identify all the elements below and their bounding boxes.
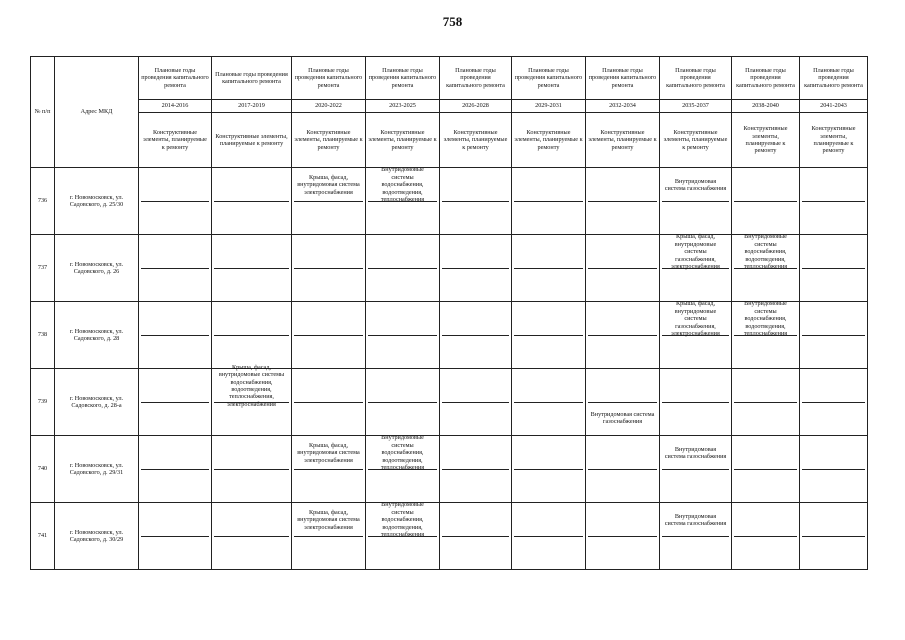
repair-cell-upper <box>442 237 509 269</box>
repair-cell <box>660 436 732 503</box>
header-period: 2041-2043 <box>800 100 868 113</box>
repair-cell-lower <box>294 336 363 367</box>
repair-cell <box>212 168 292 235</box>
repair-cell-upper <box>662 505 729 537</box>
header-elements-label: Конструктивные элементы, планируемые к ремонту <box>292 113 366 168</box>
repair-cell-lower <box>662 403 729 434</box>
repair-cell <box>139 436 212 503</box>
row-number: 740 <box>31 436 55 503</box>
header-years-label: Плановые годы проведения капитального ремонта <box>660 57 732 100</box>
table-row <box>31 436 868 503</box>
repair-cell-lower <box>141 336 209 367</box>
repair-cell-upper <box>662 438 729 470</box>
repair-elements-text: Внутридомовые системы водоснабжения, водоотведения, теплоснабжения <box>743 300 788 338</box>
repair-cell-upper <box>662 300 729 338</box>
repair-cell <box>732 436 800 503</box>
header-num: № п/п <box>31 57 55 168</box>
repair-cell-lower <box>588 202 657 233</box>
repair-cell <box>800 302 868 369</box>
repair-cell <box>440 369 512 436</box>
repair-cell-upper <box>514 170 583 202</box>
repair-cell-upper <box>141 237 209 269</box>
row-number: 737 <box>31 235 55 302</box>
repair-cell <box>512 168 586 235</box>
header-years-label: Плановые годы проведения капитального ремонта <box>366 57 440 100</box>
repair-cell-upper <box>588 170 657 202</box>
header-period: 2023-2025 <box>366 100 440 113</box>
repair-cell <box>292 503 366 570</box>
repair-cell-upper <box>802 438 865 470</box>
repair-cell-lower <box>802 470 865 501</box>
repair-cell-upper <box>442 371 509 403</box>
repair-cell <box>586 302 660 369</box>
row-number: 736 <box>31 168 55 235</box>
repair-cell <box>212 503 292 570</box>
repair-cell <box>800 503 868 570</box>
repair-cell-upper <box>802 304 865 336</box>
header-years-label: Плановые годы проведения капитального ремонта <box>800 57 868 100</box>
repair-cell-upper <box>214 438 289 470</box>
repair-cell <box>586 235 660 302</box>
header-address: Адрес МКД <box>55 57 139 168</box>
repair-cell-lower <box>368 403 437 434</box>
repair-cell-upper <box>588 237 657 269</box>
header-period: 2026-2028 <box>440 100 512 113</box>
repair-cell-lower <box>734 537 797 568</box>
repair-cell-upper <box>734 438 797 470</box>
repair-cell <box>292 235 366 302</box>
repair-cell <box>512 235 586 302</box>
repair-cell <box>366 302 440 369</box>
repair-cell-lower <box>802 403 865 434</box>
repair-cell-upper <box>734 505 797 537</box>
repair-cell <box>512 369 586 436</box>
header-years-label: Плановые годы проведения капитального ремонта <box>512 57 586 100</box>
table-body <box>31 168 868 570</box>
repair-cell <box>366 168 440 235</box>
repair-cell-upper <box>368 304 437 336</box>
repair-cell-upper <box>141 505 209 537</box>
repair-cell-lower <box>514 403 583 434</box>
table-row <box>31 168 868 235</box>
repair-cell-upper <box>214 304 289 336</box>
header-period: 2029-2031 <box>512 100 586 113</box>
repair-cell-upper <box>214 170 289 202</box>
header-period: 2014-2016 <box>139 100 212 113</box>
table-row <box>31 302 868 369</box>
repair-cell-lower <box>368 202 437 233</box>
header-period: 2020-2022 <box>292 100 366 113</box>
repair-cell <box>440 235 512 302</box>
repair-cell-upper <box>588 505 657 537</box>
repair-cell <box>139 302 212 369</box>
repair-cell-upper <box>588 304 657 336</box>
repair-cell-upper <box>141 170 209 202</box>
repair-cell <box>512 302 586 369</box>
repair-cell-upper <box>294 304 363 336</box>
repair-cell-lower <box>442 403 509 434</box>
repair-cell <box>139 235 212 302</box>
repair-cell <box>800 436 868 503</box>
repair-cell-lower <box>294 269 363 300</box>
repair-cell <box>800 369 868 436</box>
repair-cell <box>440 168 512 235</box>
repair-cell <box>292 369 366 436</box>
row-address: г. Новомосковск, ул. Садовского, д. 30/29 <box>55 503 139 570</box>
row-number: 741 <box>31 503 55 570</box>
repair-cell-upper <box>734 371 797 403</box>
header-row-periods <box>31 100 868 113</box>
repair-cell-lower <box>662 269 729 300</box>
header-period: 2038-2040 <box>732 100 800 113</box>
row-address: г. Новомосковск, ул. Садовского, д. 29/31 <box>55 436 139 503</box>
repair-cell <box>800 235 868 302</box>
header-elements-label: Конструктивные элементы, планируемые к ремонту <box>366 113 440 168</box>
repair-cell <box>440 436 512 503</box>
repair-cell-lower <box>442 537 509 568</box>
header-row-years <box>31 57 868 100</box>
table-header <box>31 57 868 168</box>
repair-cell-lower <box>368 269 437 300</box>
repair-cell <box>732 503 800 570</box>
repair-cell-lower <box>734 336 797 367</box>
repair-cell <box>512 503 586 570</box>
repair-cell-upper <box>514 237 583 269</box>
repair-cell <box>366 235 440 302</box>
repair-cell-lower <box>214 537 289 568</box>
repair-cell-lower <box>514 202 583 233</box>
repair-cell <box>512 436 586 503</box>
repair-cell-lower <box>141 537 209 568</box>
repair-cell <box>366 436 440 503</box>
repair-elements-text: Внутридомовые системы водоснабжения, водоотведения, теплоснабжения <box>380 434 425 472</box>
header-elements-label: Конструктивные элементы, планируемые к ремонту <box>212 113 292 168</box>
repair-cell-upper <box>734 233 797 271</box>
repair-cell-upper <box>214 505 289 537</box>
repair-cell-lower <box>294 202 363 233</box>
repair-cell-lower <box>662 202 729 233</box>
repair-cell-upper <box>442 438 509 470</box>
repair-cell-lower <box>514 336 583 367</box>
repair-cell-upper <box>141 371 209 403</box>
repair-cell-lower <box>442 202 509 233</box>
repair-cell-lower <box>294 470 363 501</box>
repair-cell-lower <box>141 470 209 501</box>
repair-elements-text: Крыша, фасад, внутридомовые системы водоснабжения, водоотведения, теплоснабжения, электроснабжения <box>218 363 285 408</box>
repair-cell-upper <box>514 438 583 470</box>
repair-elements-text: Внутридомовая система газоснабжения <box>664 177 727 192</box>
header-elements-label: Конструктивные элементы, планируемые к ремонту <box>660 113 732 168</box>
repair-cell-upper <box>734 300 797 338</box>
header-period: 2032-2034 <box>586 100 660 113</box>
row-address: г. Новомосковск, ул. Садовского, д. 25/30 <box>55 168 139 235</box>
repair-cell-lower <box>514 470 583 501</box>
repair-cell-lower <box>588 537 657 568</box>
repair-cell-upper <box>294 237 363 269</box>
repair-cell <box>586 168 660 235</box>
repair-cell <box>292 436 366 503</box>
repair-cell-lower <box>214 202 289 233</box>
header-years-label: Плановые годы проведения капитального ремонта <box>212 57 292 100</box>
repair-cell <box>732 235 800 302</box>
header-elements-label: Конструктивные элементы, планируемые к ремонту <box>440 113 512 168</box>
repair-cell-upper <box>662 170 729 202</box>
repair-cell <box>139 503 212 570</box>
repair-cell-lower <box>734 269 797 300</box>
row-number: 739 <box>31 369 55 436</box>
header-elements-label: Конструктивные элементы, планируемые к ремонту <box>512 113 586 168</box>
repair-cell-lower <box>442 336 509 367</box>
table-row <box>31 503 868 570</box>
repair-cell <box>212 302 292 369</box>
header-years-label: Плановые годы проведения капитального ремонта <box>732 57 800 100</box>
header-elements-label: Конструктивные элементы, планируемые к ремонту <box>586 113 660 168</box>
repair-elements-text: Крыша, фасад, внутридомовые системы газоснабжения, электроснабжения <box>671 300 720 338</box>
repair-cell-upper <box>442 505 509 537</box>
capital-repair-table <box>30 56 868 570</box>
repair-cell <box>660 503 732 570</box>
header-elements-label: Конструктивные элементы, планируемые к ремонту <box>732 113 800 168</box>
repair-cell-lower <box>588 336 657 367</box>
repair-cell-upper <box>141 304 209 336</box>
repair-cell-lower <box>734 202 797 233</box>
repair-elements-text: Крыша, фасад, внутридомовые системы газоснабжения, электроснабжения <box>671 233 720 271</box>
repair-cell <box>586 436 660 503</box>
repair-cell-upper <box>588 438 657 470</box>
repair-cell-upper <box>442 304 509 336</box>
repair-cell-lower <box>588 269 657 300</box>
repair-cell-lower <box>802 336 865 367</box>
repair-cell <box>440 503 512 570</box>
repair-elements-text: Внутридомовая система газоснабжения <box>664 512 727 527</box>
header-years-label: Плановые годы проведения капитального ремонта <box>139 57 212 100</box>
repair-cell-lower <box>588 403 657 434</box>
repair-cell-lower <box>588 470 657 501</box>
page-number: 758 <box>442 14 463 29</box>
repair-cell <box>440 302 512 369</box>
repair-cell-upper <box>662 371 729 403</box>
repair-cell-lower <box>294 537 363 568</box>
repair-cell-lower <box>662 336 729 367</box>
header-elements-label: Конструктивные элементы, планируемые к ремонту <box>139 113 212 168</box>
repair-cell-lower <box>802 537 865 568</box>
header-period: 2035-2037 <box>660 100 732 113</box>
repair-cell-upper <box>802 505 865 537</box>
repair-cell-upper <box>214 363 289 408</box>
repair-cell-upper <box>734 170 797 202</box>
repair-cell <box>660 168 732 235</box>
repair-cell-lower <box>514 269 583 300</box>
repair-cell <box>732 168 800 235</box>
repair-cell <box>586 503 660 570</box>
header-row-elements <box>31 113 868 168</box>
repair-cell-lower <box>141 403 209 434</box>
repair-cell <box>800 168 868 235</box>
repair-cell-upper <box>294 371 363 403</box>
repair-cell-upper <box>368 501 437 539</box>
header-period: 2017-2019 <box>212 100 292 113</box>
row-address: г. Новомосковск, ул. Садовского, д. 26 <box>55 235 139 302</box>
repair-cell-lower <box>734 470 797 501</box>
repair-cell-upper <box>802 371 865 403</box>
repair-cell <box>212 436 292 503</box>
repair-cell-upper <box>514 304 583 336</box>
repair-cell <box>292 168 366 235</box>
repair-cell-lower <box>294 403 363 434</box>
repair-cell-upper <box>368 371 437 403</box>
repair-cell-upper <box>442 170 509 202</box>
repair-cell-upper <box>214 237 289 269</box>
row-address: г. Новомосковск, ул. Садовского, д. 28-а <box>55 369 139 436</box>
table-row <box>31 369 868 436</box>
header-years-label: Плановые годы проведения капитального ремонта <box>292 57 366 100</box>
repair-cell-upper <box>662 233 729 271</box>
repair-cell <box>732 369 800 436</box>
repair-cell <box>586 369 660 436</box>
repair-elements-text: Внутридомовые системы водоснабжения, водоотведения, теплоснабжения <box>380 501 425 539</box>
repair-cell-upper <box>514 505 583 537</box>
repair-cell-lower <box>214 269 289 300</box>
repair-cell-upper <box>368 166 437 204</box>
repair-cell-lower <box>662 537 729 568</box>
repair-elements-text: Внутридомовая система газоснабжения <box>664 445 727 460</box>
header-years-label: Плановые годы проведения капитального ремонта <box>440 57 512 100</box>
repair-cell-upper <box>368 237 437 269</box>
repair-cell <box>660 369 732 436</box>
repair-cell-lower <box>802 202 865 233</box>
repair-cell-lower <box>368 537 437 568</box>
table-row <box>31 235 868 302</box>
repair-cell <box>139 369 212 436</box>
repair-cell <box>292 302 366 369</box>
repair-cell <box>660 302 732 369</box>
repair-cell-lower <box>442 269 509 300</box>
header-years-label: Плановые годы проведения капитального ремонта <box>586 57 660 100</box>
repair-cell-lower <box>214 336 289 367</box>
repair-cell-lower <box>368 336 437 367</box>
repair-cell-lower <box>141 269 209 300</box>
repair-cell-upper <box>294 438 363 470</box>
repair-cell-upper <box>141 438 209 470</box>
repair-cell-lower <box>662 470 729 501</box>
repair-cell-upper <box>368 434 437 472</box>
header-elements-label: Конструктивные элементы, планируемые к ремонту <box>800 113 868 168</box>
repair-elements-text: Крыша, фасад, внутридомовая система электроснабжения <box>297 173 360 196</box>
row-address: г. Новомосковск, ул. Садовского, д. 28 <box>55 302 139 369</box>
repair-elements-text: Внутридомовые системы водоснабжения, водоотведения, теплоснабжения <box>743 233 788 271</box>
repair-cell-upper <box>588 371 657 403</box>
repair-cell <box>212 363 292 436</box>
repair-cell-upper <box>514 371 583 403</box>
repair-cell-lower <box>734 403 797 434</box>
repair-cell <box>366 369 440 436</box>
repair-cell <box>366 503 440 570</box>
repair-cell-lower <box>368 470 437 501</box>
repair-cell-upper <box>802 237 865 269</box>
repair-cell-upper <box>802 170 865 202</box>
repair-elements-text: Крыша, фасад, внутридомовая система электроснабжения <box>297 441 360 464</box>
repair-cell-lower <box>514 537 583 568</box>
repair-elements-text: Крыша, фасад, внутридомовая система электроснабжения <box>297 508 360 531</box>
repair-elements-text: Внутридомовые системы водоснабжения, водоотведения, теплоснабжения <box>380 166 425 204</box>
repair-cell-upper <box>294 170 363 202</box>
row-number: 738 <box>31 302 55 369</box>
repair-cell-upper <box>294 505 363 537</box>
repair-cell <box>732 302 800 369</box>
repair-cell <box>139 168 212 235</box>
repair-cell-lower <box>141 202 209 233</box>
repair-cell-lower <box>214 470 289 501</box>
repair-cell-lower <box>442 470 509 501</box>
repair-cell-lower <box>802 269 865 300</box>
repair-elements-text: Внутридомовая система газоснабжения <box>590 410 655 425</box>
repair-cell <box>660 235 732 302</box>
repair-cell <box>212 235 292 302</box>
